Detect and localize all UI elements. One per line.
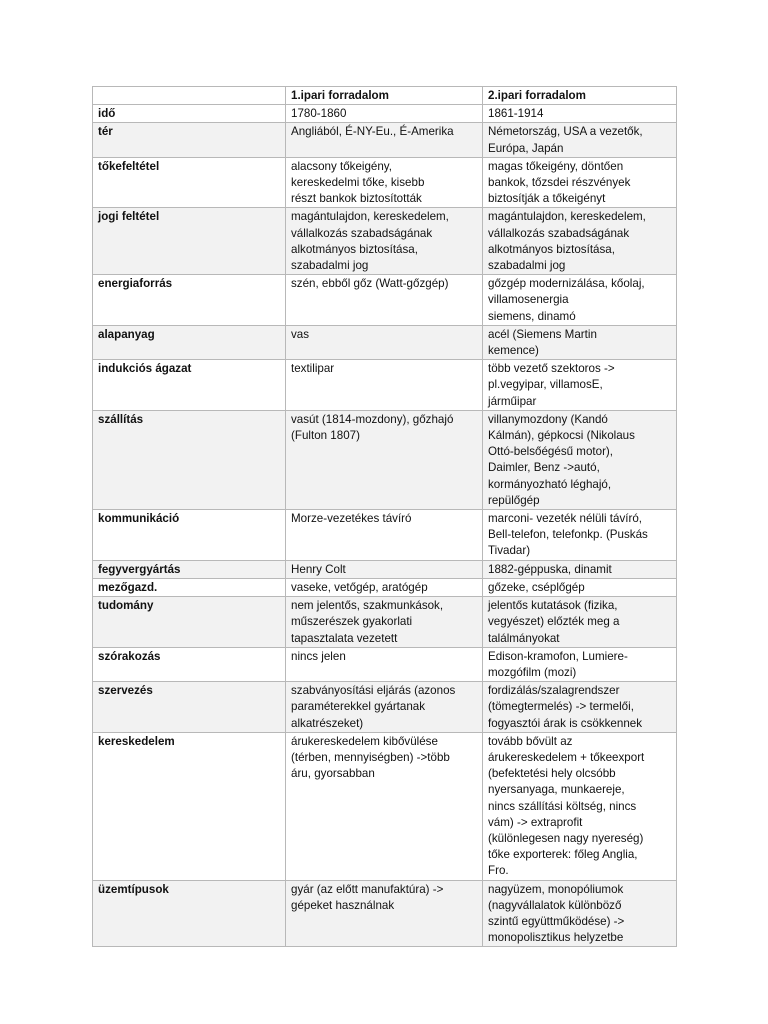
table-row [93,275,677,326]
second-revolution-cell: Edison-kramofon, Lumiere- mozgófilm (mozi) [483,647,677,681]
first-revolution-cell: magántulajdon, kereskedelem, vállalkozás szabadságának alkotmányos biztosítása, szabadalmi jog [286,208,483,275]
table-row [93,157,677,208]
table-row [93,597,677,648]
table-row [93,105,677,123]
first-revolution-cell: 1780-1860 [286,105,483,123]
second-revolution-cell: acél (Siemens Martin kemence) [483,325,677,359]
table-row [93,360,677,411]
row-label-cell: szervezés [93,682,286,733]
row-label-cell: alapanyag [93,325,286,359]
row-label-cell: kommunikáció [93,510,286,561]
table-row [93,560,677,578]
table-row [93,325,677,359]
table-row [93,123,677,157]
first-revolution-cell: gyár (az előtt manufaktúra) -> gépeket használnak [286,880,483,947]
first-revolution-cell: árukereskedelem kibővülése (térben, mennyiségben) ->több áru, gyorsabban [286,732,483,880]
table-row [93,682,677,733]
first-revolution-cell: vas [286,325,483,359]
first-revolution-cell: szén, ebből gőz (Watt-gőzgép) [286,275,483,326]
second-revolution-cell: gőzeke, cséplőgép [483,578,677,596]
second-revolution-cell: fordizálás/szalagrendszer (tömegtermelés) -> termelői, fogyasztói árak is csökkennek [483,682,677,733]
second-revolution-cell: villanymozdony (Kandó Kálmán), gépkocsi (Nikolaus Ottó-belsőégésű motor), Daimler, Benz ->autó, kormányozható léghajó, repülőgép [483,410,677,509]
first-revolution-cell: Morze-vezetékes távíró [286,510,483,561]
second-revolution-cell: marconi- vezeték nélüli távíró, Bell-telefon, telefonkp. (Puskás Tivadar) [483,510,677,561]
second-revolution-cell: Németország, USA a vezetők, Európa, Japán [483,123,677,157]
table-row [93,510,677,561]
first-revolution-cell: alacsony tőkeigény, kereskedelmi tőke, kisebb részt bankok biztosították [286,157,483,208]
row-label-cell: tér [93,123,286,157]
second-revolution-cell: több vezető szektoros -> pl.vegyipar, villamosE, járműipar [483,360,677,411]
row-label-cell: üzemtípusok [93,880,286,947]
second-revolution-cell: 1861-1914 [483,105,677,123]
header-cell-first-revolution: 1.ipari forradalom [286,87,483,105]
row-label-cell: indukciós ágazat [93,360,286,411]
table-row [93,880,677,947]
row-label-cell: idő [93,105,286,123]
second-revolution-cell: tovább bővült az árukereskedelem + tőkeexport (befektetési hely olcsóbb nyersanyaga, munkaereje, nincs szállítási költség, nincs vám) -> extraprofit (különlegesen nagy nyereség) tőke exporterek: főleg Anglia, Fro. [483,732,677,880]
second-revolution-cell: 1882-géppuska, dinamit [483,560,677,578]
row-label-cell: szórakozás [93,647,286,681]
first-revolution-cell: vasút (1814-mozdony), gőzhajó (Fulton 1807) [286,410,483,509]
table-row [93,578,677,596]
table-row [93,647,677,681]
first-revolution-cell: textilipar [286,360,483,411]
row-label-cell: tőkefeltétel [93,157,286,208]
table-header-row [93,87,677,105]
table-body [93,87,677,947]
second-revolution-cell: magas tőkeigény, döntően bankok, tőzsdei részvények biztosítják a tőkeigényt [483,157,677,208]
first-revolution-cell: nincs jelen [286,647,483,681]
table-row [93,732,677,880]
first-revolution-cell: Angliából, É-NY-Eu., É-Amerika [286,123,483,157]
table-row [93,410,677,509]
first-revolution-cell: nem jelentős, szakmunkások, műszerészek gyakorlati tapasztalata vezetett [286,597,483,648]
first-revolution-cell: szabványosítási eljárás (azonos paraméterekkel gyártanak alkatrészeket) [286,682,483,733]
second-revolution-cell: jelentős kutatások (fizika, vegyészet) előzték meg a találmányokat [483,597,677,648]
row-label-cell: tudomány [93,597,286,648]
row-label-cell: energiaforrás [93,275,286,326]
first-revolution-cell: Henry Colt [286,560,483,578]
first-revolution-cell: vaseke, vetőgép, aratógép [286,578,483,596]
table-row [93,208,677,275]
row-label-cell: kereskedelem [93,732,286,880]
row-label-cell: jogi feltétel [93,208,286,275]
row-label-cell: fegyvergyártás [93,560,286,578]
comparison-table [92,86,677,947]
second-revolution-cell: gőzgép modernizálása, kőolaj, villamosenergia siemens, dinamó [483,275,677,326]
header-cell-second-revolution: 2.ipari forradalom [483,87,677,105]
row-label-cell: szállítás [93,410,286,509]
second-revolution-cell: magántulajdon, kereskedelem, vállalkozás szabadságának alkotmányos biztosítása, szabadalmi jog [483,208,677,275]
header-cell-empty [93,87,286,105]
row-label-cell: mezőgazd. [93,578,286,596]
second-revolution-cell: nagyüzem, monopóliumok (nagyvállalatok különböző szintű együttműködése) -> monopolisztikus helyzetbe [483,880,677,947]
